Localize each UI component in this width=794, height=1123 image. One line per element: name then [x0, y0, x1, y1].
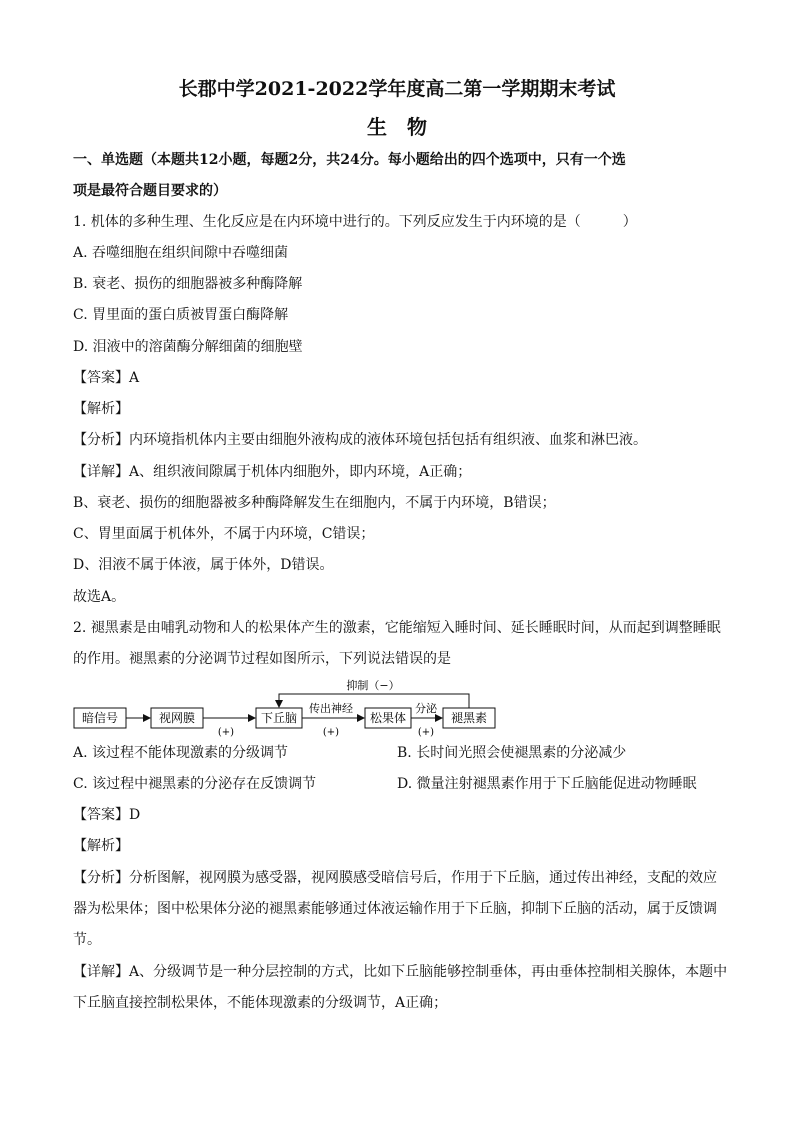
feedback-arrow — [279, 694, 469, 708]
q1-detail-5: 故选A。 — [73, 589, 126, 605]
q1-detail-1: 【详解】A、组织液间隙属于机体内细胞外，即内环境，A正确； — [73, 464, 472, 480]
label-feedback-inhibit: 抑制（−） — [346, 679, 400, 692]
box-dark-signal — [74, 708, 126, 728]
box-hypothalamus — [256, 708, 302, 728]
q2-stem-line1: 2. 褪黑素是由哺乳动物和人的松果体产生的激素，它能缩短入睡时间、延长睡眠时间，从而起到调整睡眠 — [73, 620, 721, 636]
q2-option-d: D. 微量注射褪黑素作用于下丘脑能促进动物睡眠 — [397, 776, 697, 792]
q1-stem: 1. 机体的多种生理、生化反应是在内环境中进行的。下列反应发生于内环境的是（ ） — [73, 214, 637, 230]
q2-option-a-text: A. 该过程不能体现激素的分级调节 — [73, 745, 289, 761]
q2-option-c — [73, 774, 734, 794]
label-efferent-nerve: 传出神经 — [309, 702, 353, 715]
q2-option-c-text: C. 该过程中褪黑素的分泌存在反馈调节 — [73, 776, 317, 792]
q2-stem-line2: 的作用。褪黑素的分泌调节过程如图所示，下列说法错误的是 — [73, 651, 451, 667]
box-pineal — [365, 708, 411, 728]
q2-option-a — [73, 743, 734, 763]
label-retina: 视网膜 — [158, 711, 196, 725]
label-pineal: 松果体 — [369, 711, 407, 725]
q1-analysis-label: 【解析】 — [73, 401, 129, 417]
q1-option-a: A. 吞噬细胞在组织间隙中吞噬细菌 — [73, 245, 289, 261]
sign-plus-2: (+) — [322, 727, 340, 737]
q2-detail-1: 【详解】A、分级调节是一种分层控制的方式，比如下丘脑能够控制垂体，再由垂体控制相关腺体，本题中 — [73, 964, 728, 980]
subject-title: 生 物 — [367, 115, 427, 139]
exam-title: 长郡中学2021-2022学年度高二第一学期期末考试 — [178, 78, 616, 100]
q2-option-b: B. 长时间光照会使褪黑素的分泌减少 — [397, 745, 627, 761]
q2-fenxi-2: 器为松果体；图中松果体分泌的褪黑素能够通过体液运输作用于下丘脑，抑制下丘脑的活动，属于反馈调 — [73, 901, 717, 917]
q2-answer: 【答案】D — [73, 807, 141, 823]
sign-plus-3: (+) — [417, 727, 435, 737]
section-heading-line2: 项是最符合题目要求的） — [73, 183, 227, 199]
box-melatonin — [443, 708, 495, 728]
q1-detail-2: B、衰老、损伤的细胞器被多种酶降解发生在细胞内，不属于内环境，B错误； — [73, 495, 556, 511]
q2-detail-2: 下丘脑直接控制松果体，不能体现激素的分级调节，A正确； — [73, 995, 448, 1011]
q2-analysis-label: 【解析】 — [73, 838, 129, 854]
q1-answer: 【答案】A — [73, 370, 140, 386]
label-dark-signal: 暗信号 — [81, 711, 119, 725]
q1-option-c: C. 胃里面的蛋白质被胃蛋白酶降解 — [73, 307, 289, 323]
q1-option-b: B. 衰老、损伤的细胞器被多种酶降解 — [73, 276, 303, 292]
q2-fenxi-1: 【分析】分析图解，视网膜为感受器，视网膜感受暗信号后，作用于下丘脑，通过传出神经，支配的效应 — [73, 870, 717, 886]
label-secrete: 分泌 — [415, 702, 437, 715]
section-heading-line1: 一、单选题（本题共12小题，每题2分，共24分。每小题给出的四个选项中，只有一个选 — [73, 152, 626, 168]
label-hypothalamus: 下丘脑 — [260, 711, 298, 725]
q1-detail-4: D、泪液不属于体液，属于体外，D错误。 — [73, 557, 334, 573]
q1-option-d: D. 泪液中的溶菌酶分解细菌的细胞壁 — [73, 339, 303, 355]
q1-detail-3: C、胃里面属于机体外，不属于内环境，C错误； — [73, 526, 375, 542]
q1-fenxi: 【分析】内环境指机体内主要由细胞外液构成的液体环境包括包括有组织液、血浆和淋巴液。 — [73, 432, 647, 448]
q2-fenxi-3: 节。 — [73, 932, 101, 948]
label-melatonin: 褪黑素 — [450, 711, 488, 725]
sign-plus-1: (+) — [217, 727, 235, 737]
box-retina — [151, 708, 203, 728]
melatonin-regulation-diagram — [73, 677, 503, 737]
